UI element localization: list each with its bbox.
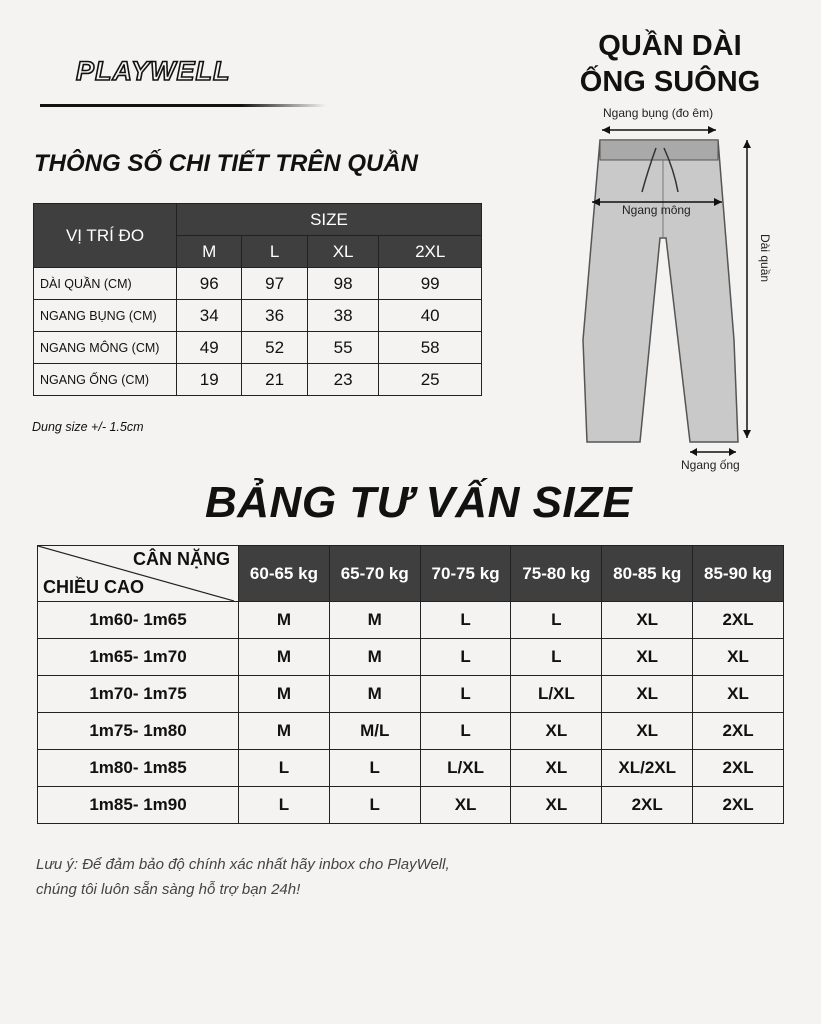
size-cell: L [239, 750, 330, 787]
weight-col-header: 65-70 kg [329, 546, 420, 602]
size-cell: XL [511, 713, 602, 750]
height-cell: 1m75- 1m80 [38, 713, 239, 750]
height-cell: 1m80- 1m85 [38, 750, 239, 787]
height-cell: 1m60- 1m65 [38, 602, 239, 639]
product-title-line1: QUẦN DÀI [598, 30, 742, 62]
size-cell: XL [511, 750, 602, 787]
footnote-line2: chúng tôi luôn sẵn sàng hỗ trợ bạn 24h! [36, 881, 301, 898]
table-cell: 25 [379, 364, 482, 396]
product-title [560, 28, 780, 100]
size-cell: 2XL [693, 713, 784, 750]
weight-col-header: 75-80 kg [511, 546, 602, 602]
spec-title: THÔNG SỐ CHI TIẾT TRÊN QUẦN [34, 150, 418, 177]
footnote [36, 852, 450, 902]
size-col-header: 2XL [379, 236, 482, 268]
table-cell: 38 [307, 300, 379, 332]
size-cell: M [239, 676, 330, 713]
size-cell: M [239, 639, 330, 676]
advice-table [37, 545, 784, 824]
logo-underline [40, 104, 326, 107]
size-cell: L/XL [511, 676, 602, 713]
size-cell: L [329, 787, 420, 824]
table-cell: 97 [242, 268, 307, 300]
table-row [34, 364, 482, 396]
size-col-header: M [177, 236, 242, 268]
size-cell: M [329, 602, 420, 639]
size-cell: XL [602, 602, 693, 639]
size-cell: XL [602, 639, 693, 676]
size-cell: XL/2XL [602, 750, 693, 787]
size-cell: L [420, 676, 511, 713]
size-cell: M/L [329, 713, 420, 750]
size-cell: L [511, 639, 602, 676]
size-header: SIZE [177, 204, 482, 236]
size-cell: L/XL [420, 750, 511, 787]
size-cell: L [239, 787, 330, 824]
table-cell: 58 [379, 332, 482, 364]
hip-label: Ngang mông [622, 203, 691, 217]
size-cell: M [239, 602, 330, 639]
height-cell: 1m65- 1m70 [38, 639, 239, 676]
size-cell: M [239, 713, 330, 750]
size-col-header: L [242, 236, 307, 268]
weight-col-header: 85-90 kg [693, 546, 784, 602]
size-cell: M [329, 676, 420, 713]
brand-logo: PLAYWELL [76, 56, 231, 86]
table-row [38, 787, 784, 824]
table-cell: 40 [379, 300, 482, 332]
size-cell: L [420, 602, 511, 639]
size-cell: 2XL [602, 787, 693, 824]
product-title-line2: ỐNG SUÔNG [579, 66, 761, 98]
size-cell: XL [602, 676, 693, 713]
pants-diagram [570, 100, 800, 480]
table-cell: 36 [242, 300, 307, 332]
position-header: VỊ TRÍ ĐO [34, 204, 177, 268]
row-label: NGANG MÔNG (CM) [34, 332, 177, 364]
row-label: DÀI QUẦN (CM) [34, 268, 177, 300]
table-cell: 34 [177, 300, 242, 332]
footnote-line1: Lưu ý: Để đảm bảo độ chính xác nhất hãy inbox cho PlayWell, [36, 856, 450, 873]
size-cell: L [329, 750, 420, 787]
table-cell: 49 [177, 332, 242, 364]
size-cell: 2XL [693, 602, 784, 639]
table-row [38, 602, 784, 639]
table-cell: 21 [242, 364, 307, 396]
table-cell: 52 [242, 332, 307, 364]
hem-label: Ngang ống [681, 458, 740, 472]
height-cell: 1m70- 1m75 [38, 676, 239, 713]
waistband [600, 140, 718, 160]
size-cell: L [420, 639, 511, 676]
table-cell: 23 [307, 364, 379, 396]
table-cell: 55 [307, 332, 379, 364]
weight-col-header: 60-65 kg [239, 546, 330, 602]
size-cell: 2XL [693, 750, 784, 787]
row-label: NGANG ỐNG (CM) [34, 364, 177, 396]
advice-title: BẢNG TƯ VẤN SIZE [205, 478, 633, 527]
size-cell: XL [693, 639, 784, 676]
spec-table [33, 203, 482, 396]
size-cell: XL [693, 676, 784, 713]
corner-header [38, 546, 239, 602]
height-cell: 1m85- 1m90 [38, 787, 239, 824]
size-cell: XL [420, 787, 511, 824]
table-row [34, 332, 482, 364]
size-cell: L [420, 713, 511, 750]
table-row [34, 300, 482, 332]
pants-shape [583, 140, 738, 442]
table-row [38, 713, 784, 750]
size-tolerance: Dung size +/- 1.5cm [32, 420, 144, 434]
weight-col-header: 70-75 kg [420, 546, 511, 602]
table-cell: 19 [177, 364, 242, 396]
table-row [38, 676, 784, 713]
size-cell: XL [511, 787, 602, 824]
table-cell: 99 [379, 268, 482, 300]
table-cell: 98 [307, 268, 379, 300]
waist-label: Ngang bụng (đo êm) [603, 106, 714, 120]
table-row [38, 639, 784, 676]
table-cell: 96 [177, 268, 242, 300]
length-label: Dài quần [758, 234, 772, 283]
table-row [34, 268, 482, 300]
size-col-header: XL [307, 236, 379, 268]
weight-header: CÂN NẶNG [133, 549, 231, 569]
weight-col-header: 80-85 kg [602, 546, 693, 602]
height-header: CHIỀU CAO [43, 577, 145, 597]
size-cell: 2XL [693, 787, 784, 824]
size-cell: L [511, 602, 602, 639]
size-cell: M [329, 639, 420, 676]
table-row [38, 750, 784, 787]
row-label: NGANG BỤNG (CM) [34, 300, 177, 332]
size-cell: XL [602, 713, 693, 750]
